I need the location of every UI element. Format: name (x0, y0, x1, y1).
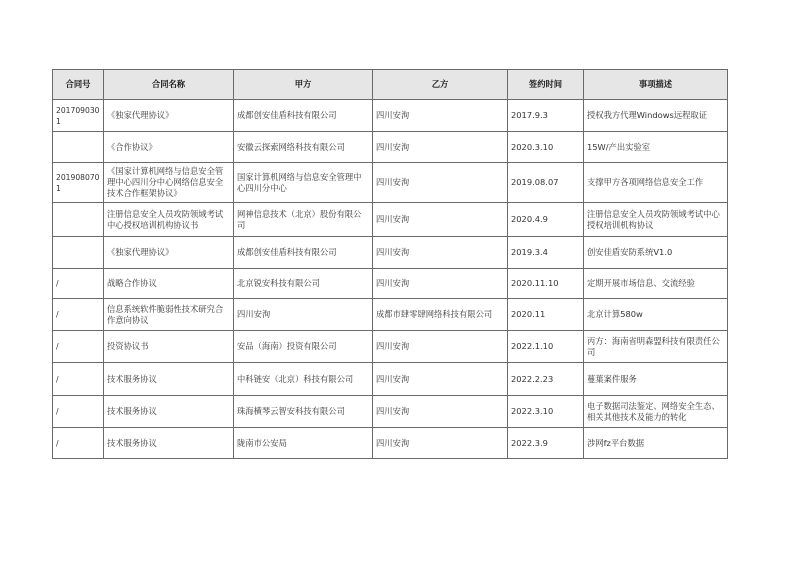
header-contract-name: 合同名称 (104, 70, 234, 100)
cell-sign-date: 2019.08.07 (508, 163, 584, 203)
table-row (53, 132, 728, 163)
cell-contract-name: 投资协议书 (104, 331, 234, 363)
cell-party-b: 四川安洵 (373, 269, 508, 299)
cell-contract-name: 战略合作协议 (104, 269, 234, 299)
cell-contract-no: 2019080701 (53, 163, 104, 203)
cell-party-a: 陇南市公安局 (234, 428, 373, 459)
cell-contract-name: 信息系统软件脆弱性技术研究合作意向协议 (104, 299, 234, 331)
cell-sign-date: 2022.1.10 (508, 331, 584, 363)
cell-sign-date: 2020.4.9 (508, 203, 584, 237)
cell-description: 电子数据司法鉴定、网络安全生态、相关其他技术及能力的转化 (584, 396, 728, 428)
cell-party-a: 四川安洵 (234, 299, 373, 331)
cell-party-a: 安品（海南）投资有限公司 (234, 331, 373, 363)
contracts-table (52, 69, 728, 459)
cell-contract-no (53, 203, 104, 237)
cell-party-b: 四川安洵 (373, 163, 508, 203)
cell-contract-name: 《独家代理协议》 (104, 237, 234, 269)
cell-party-a: 北京锐安科技有限公司 (234, 269, 373, 299)
table-row (53, 269, 728, 299)
cell-contract-name: 技术服务协议 (104, 363, 234, 396)
cell-party-a: 成都创安佳盾科技有限公司 (234, 237, 373, 269)
cell-sign-date: 2022.3.10 (508, 396, 584, 428)
cell-contract-no: / (53, 331, 104, 363)
table-row (53, 396, 728, 428)
cell-party-a: 国家计算机网络与信息安全管理中心四川分中心 (234, 163, 373, 203)
cell-party-b: 四川安洵 (373, 331, 508, 363)
cell-description: 定期开展市场信息、交流经验 (584, 269, 728, 299)
cell-contract-no: / (53, 428, 104, 459)
cell-description: 15W/产出实验室 (584, 132, 728, 163)
table-row (53, 100, 728, 132)
cell-sign-date: 2022.3.9 (508, 428, 584, 459)
cell-description: 注册信息安全人员攻防领域考试中心授权培训机构协议 (584, 203, 728, 237)
cell-contract-no (53, 132, 104, 163)
cell-contract-name: 《独家代理协议》 (104, 100, 234, 132)
cell-description: 丙方：海南省明森盟科技有限责任公司 (584, 331, 728, 363)
cell-sign-date: 2019.3.4 (508, 237, 584, 269)
cell-party-b: 四川安洵 (373, 428, 508, 459)
cell-party-a: 安徽云探索网络科技有限公司 (234, 132, 373, 163)
cell-contract-name: 《合作协议》 (104, 132, 234, 163)
cell-party-b: 四川安洵 (373, 203, 508, 237)
cell-description: 支撑甲方各项网络信息安全工作 (584, 163, 728, 203)
header-sign-date: 签约时间 (508, 70, 584, 100)
cell-party-b: 四川安洵 (373, 100, 508, 132)
header-description: 事项描述 (584, 70, 728, 100)
header-contract-no: 合同号 (53, 70, 104, 100)
table-header-row (53, 70, 728, 100)
cell-description: 北京计算580w (584, 299, 728, 331)
cell-contract-name: 《国家计算机网络与信息安全管理中心四川分中心网络信息安全技术合作框架协议》 (104, 163, 234, 203)
cell-party-b: 四川安洵 (373, 396, 508, 428)
cell-contract-name: 技术服务协议 (104, 396, 234, 428)
cell-party-b: 四川安洵 (373, 363, 508, 396)
cell-contract-no: 2017090301 (53, 100, 104, 132)
cell-description: 蔓葉案件服务 (584, 363, 728, 396)
table-row (53, 203, 728, 237)
cell-sign-date: 2017.9.3 (508, 100, 584, 132)
cell-contract-name: 技术服务协议 (104, 428, 234, 459)
cell-contract-no: / (53, 299, 104, 331)
cell-description: 涉网fz平台数据 (584, 428, 728, 459)
cell-contract-no (53, 237, 104, 269)
table-row (53, 299, 728, 331)
table-row (53, 331, 728, 363)
cell-sign-date: 2020.11 (508, 299, 584, 331)
cell-party-a: 珠海横琴云智安科技有限公司 (234, 396, 373, 428)
cell-party-b: 成都市肆零肆网络科技有限公司 (373, 299, 508, 331)
cell-sign-date: 2020.3.10 (508, 132, 584, 163)
table-row (53, 163, 728, 203)
cell-description: 授权我方代理Windows远程取证 (584, 100, 728, 132)
cell-party-b: 四川安洵 (373, 237, 508, 269)
table-row (53, 363, 728, 396)
cell-party-a: 网神信息技术（北京）股份有限公司 (234, 203, 373, 237)
table-row (53, 428, 728, 459)
cell-party-a: 成都创安佳盾科技有限公司 (234, 100, 373, 132)
cell-party-a: 中科链安（北京）科技有限公司 (234, 363, 373, 396)
cell-sign-date: 2022.2.23 (508, 363, 584, 396)
cell-contract-no: / (53, 363, 104, 396)
cell-contract-no: / (53, 396, 104, 428)
cell-party-b: 四川安洵 (373, 132, 508, 163)
header-party-b: 乙方 (373, 70, 508, 100)
cell-contract-name: 注册信息安全人员攻防领域考试中心授权培训机构协议书 (104, 203, 234, 237)
cell-description: 创安佳盾安防系统V1.0 (584, 237, 728, 269)
cell-sign-date: 2020.11.10 (508, 269, 584, 299)
header-party-a: 甲方 (234, 70, 373, 100)
cell-contract-no: / (53, 269, 104, 299)
table-row (53, 237, 728, 269)
